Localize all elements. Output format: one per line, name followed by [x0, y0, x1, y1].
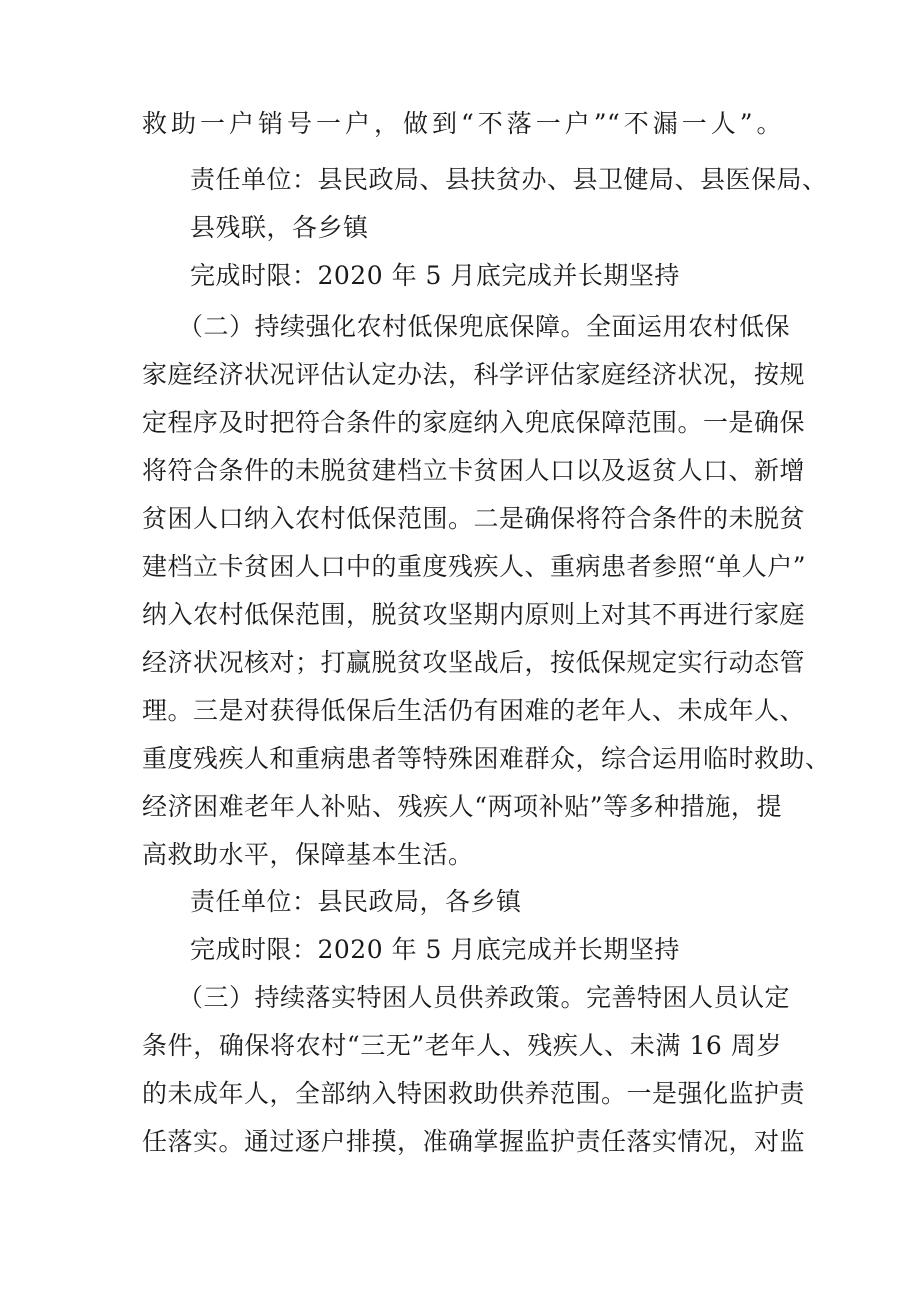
- deadline-line: 完成时限：2020 年 5 月底完成并长期坚持: [190, 261, 680, 290]
- deadline-line: 完成时限：2020 年 5 月底完成并长期坚持: [190, 935, 680, 964]
- paragraph-line: 的未成年人，全部纳入特困救助供养范围。一是强化监护责: [142, 1079, 806, 1108]
- paragraph-line: 重度残疾人和重病患者等特殊困难群众，综合运用临时救助、: [142, 744, 831, 773]
- paragraph-line: 将符合条件的未脱贫建档立卡贫困人口以及返贫人口、新增: [142, 456, 806, 485]
- paragraph-line: 家庭经济状况评估认定办法，科学评估家庭经济状况，按规: [142, 360, 806, 389]
- paragraph-line: 高救助水平，保障基本生活。: [142, 840, 474, 869]
- paragraph-line: 贫困人口纳入农村低保范围。二是确保将符合条件的未脱贫: [142, 504, 806, 533]
- paragraph-line: 救助一户销号一户，做到“不落一户”“不漏一人”。: [142, 109, 782, 138]
- paragraph-line: 定程序及时把符合条件的家庭纳入兜底保障范围。一是确保: [142, 408, 806, 437]
- section-heading-2: （二）持续强化农村低保兜底保障。全面运用农村低保: [178, 312, 791, 341]
- paragraph-line: 经济状况核对；打赢脱贫攻坚战后，按低保规定实行动态管: [142, 648, 806, 677]
- paragraph-line: 条件，确保将农村“三无”老年人、残疾人、未满 16 周岁: [142, 1031, 782, 1060]
- responsible-units-label: 责任单位：县民政局，各乡镇: [190, 887, 522, 916]
- paragraph-line: 理。三是对获得低保后生活仍有困难的老年人、未成年人、: [142, 696, 806, 725]
- paragraph-line: 任落实。通过逐户排摸，准确掌握监护责任落实情况，对监: [142, 1127, 806, 1156]
- responsible-units-continued: 县残联，各乡镇: [190, 213, 369, 242]
- section-heading-3: （三）持续落实特困人员供养政策。完善特困人员认定: [178, 983, 791, 1012]
- paragraph-line: 纳入农村低保范围，脱贫攻坚期内原则上对其不再进行家庭: [142, 600, 806, 629]
- paragraph-line: 经济困难老年人补贴、残疾人“两项补贴”等多种措施，提: [142, 792, 782, 821]
- responsible-units-label: 责任单位：县民政局、县扶贫办、县卫健局、县医保局、: [190, 165, 828, 194]
- paragraph-line: 建档立卡贫困人口中的重度残疾人、重病患者参照“单人户”: [142, 552, 807, 581]
